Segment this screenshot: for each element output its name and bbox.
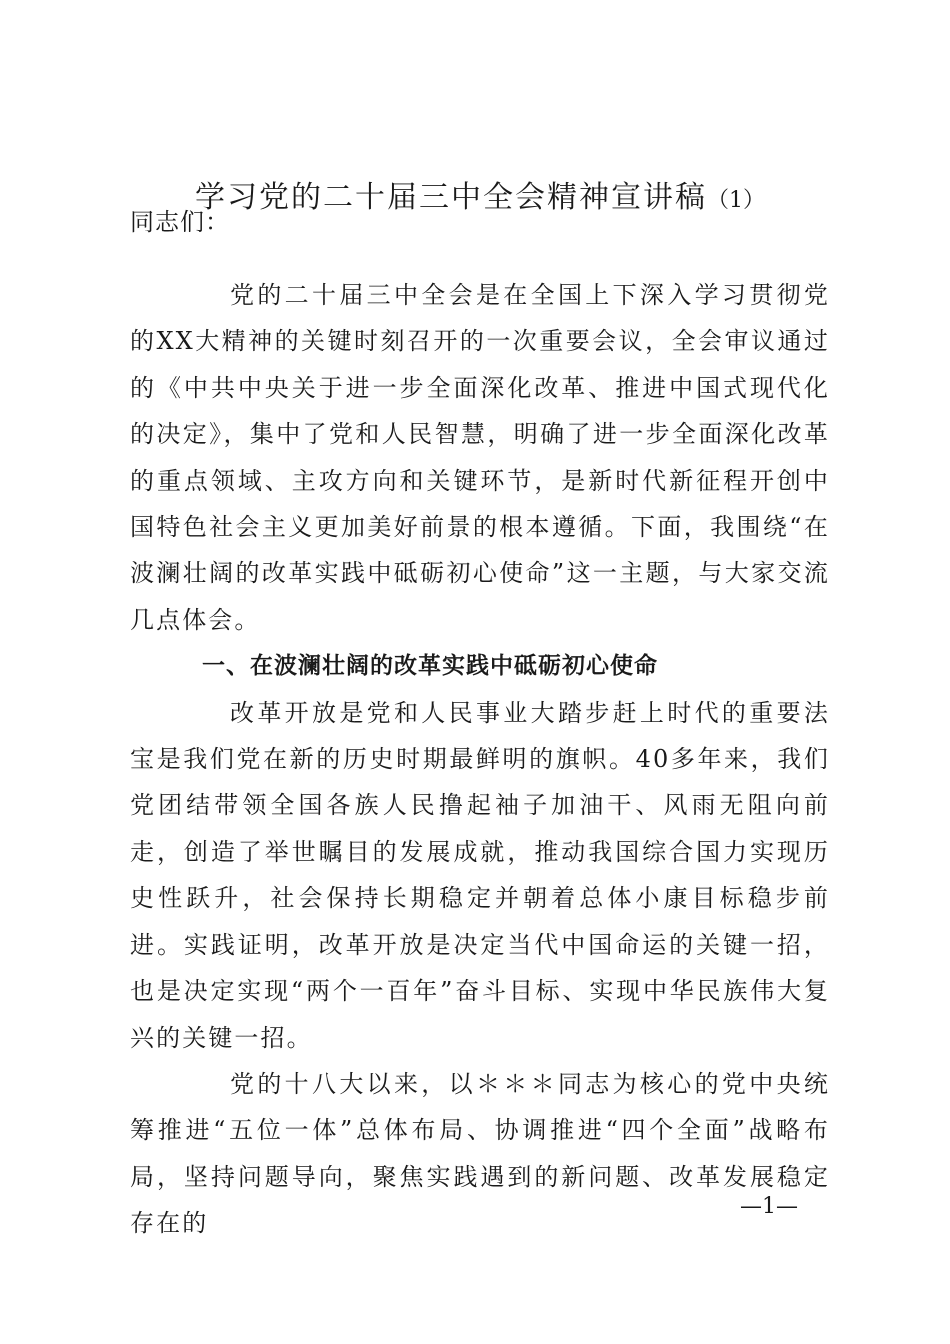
section-heading: 一、在波澜壮阔的改革实践中砥砺初心使命 bbox=[202, 653, 658, 680]
document-title bbox=[130, 178, 830, 221]
title-text: 学习党的二十届三中全会精神宣讲稿 bbox=[195, 180, 707, 215]
page-number: —1— bbox=[740, 1194, 798, 1219]
title-number: （1） bbox=[707, 188, 765, 213]
document-body bbox=[130, 272, 830, 1247]
salutation: 同志们： bbox=[130, 208, 230, 236]
paragraph-intro: 党的二十届三中全会是在全国上下深入学习贯彻党的XX大精神的关键时刻召开的一次重要会议，全会审议通过的《中共中央关于进一步全面深化改革、推进中国式现代化的决定》，集中了党和人民智慧，明确了进一步全面深化改革的重点领域、主攻方向和关键环节，是新时代新征程开创中国特色社会主义更加美好前景的根本遵循。下面，我围绕“在波澜壮阔的改革实践中砥砺初心使命”这一主题，与大家交流几点体会。 bbox=[130, 281, 830, 634]
paragraph-reform: 改革开放是党和人民事业大踏步赶上时代的重要法宝是我们党在新的历史时期最鲜明的旗帜。40多年来，我们党团结带领全国各族人民撸起袖子加油干、风雨无阻向前走，创造了举世瞩目的发展成就，推动我国综合国力实现历史性跃升，社会保持长期稳定并朝着总体小康目标稳步前进。实践证明，改革开放是决定当代中国命运的关键一招，也是决定实现“两个一百年”奋斗目标、实现中华民族伟大复兴的关键一招。 bbox=[130, 698, 830, 1052]
paragraph-eighteenth-congress: 党的十八大以来，以＊＊＊同志为核心的党中央统筹推进“五位一体”总体布局、协调推进“四个全面”战略布局，坚持问题导向，聚焦实践遇到的新问题、改革发展稳定存在的 bbox=[130, 1069, 830, 1238]
